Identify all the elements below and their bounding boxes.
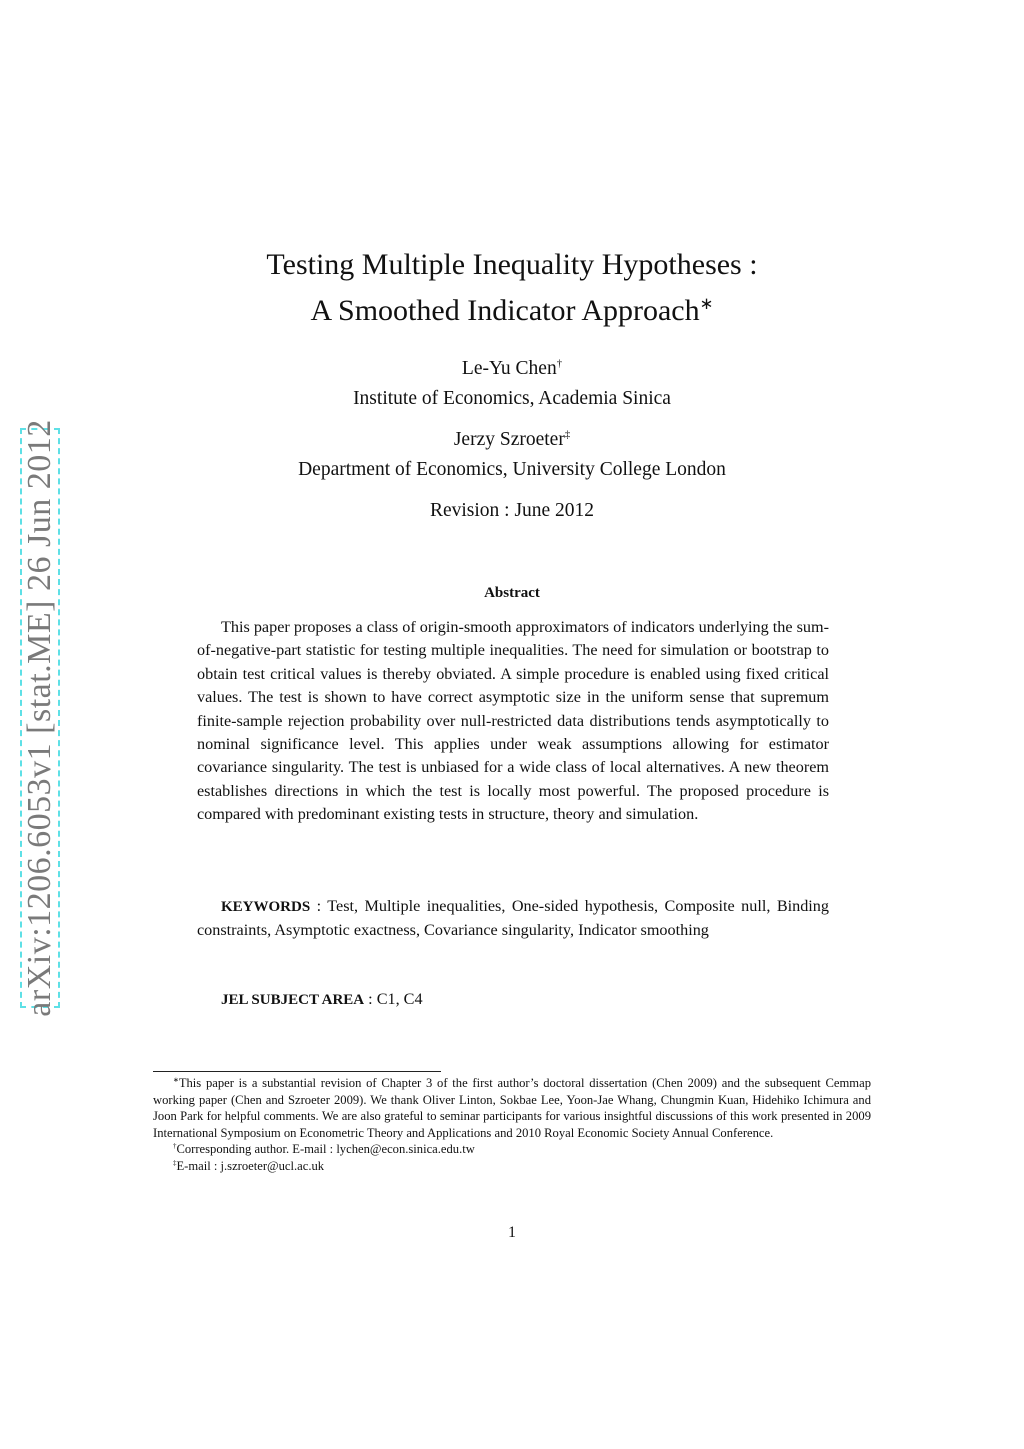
page-number: 1 — [508, 1224, 516, 1241]
footnote-corresponding-author — [153, 1141, 871, 1158]
keywords-paragraph — [197, 895, 829, 943]
footnote-title — [153, 1075, 871, 1141]
author-2-affiliation: Department of Economics, University College London — [298, 459, 726, 480]
revision-date: Revision : June 2012 — [429, 500, 595, 521]
footnote-second-author-email — [153, 1158, 871, 1175]
footnote-author-2-text: E-mail : j.szroeter@ucl.ac.uk — [176, 1158, 325, 1173]
title-footnote-mark: ∗ — [699, 294, 714, 313]
footnote-separator — [153, 1071, 441, 1072]
jel-label: JEL SUBJECT AREA — [221, 992, 365, 1008]
footnote-author-2-mark: ‡ — [173, 1159, 177, 1167]
abstract-body: This paper proposes a class of origin-smooth approximators of indicators underlying the sum-of-negative-part statistic for testing multiple inequalities. The need for simulation or bootstrap to obtain test critical values is thereby obviated. A simple procedure is enabled using fixed critical values. The test is shown to have correct asymptotic size in the uniform sense that supremum finite-sample rejection probability over null-restricted data distributions tends asymptotically to nominal significance level. This applies under weak assumptions allowing for estimator covariance singularity. The test is unbiased for a wide class of local alternatives. A new theorem establishes directions in which the test is locally most powerful. The proposed procedure is compared with predominant existing tests in structure, theory and simulation. — [197, 618, 829, 824]
author-1-name: Le-Yu Chen — [461, 358, 557, 379]
author-1-affiliation: Institute of Economics, Academia Sinica — [353, 388, 671, 409]
keywords-text: : Test, Multiple inequalities, One-sided hypothesis, Composite null, Binding constraints, Asymptotic exactness, Covariance singularity, Indicator smoothing — [197, 897, 829, 940]
paper-title-line-2 — [0, 288, 1024, 334]
author-2-name-line — [0, 427, 1024, 453]
footnote-author-1-text: Corresponding author. E-mail : lychen@econ.sinica.edu.tw — [176, 1142, 475, 1157]
footnotes — [153, 1075, 871, 1175]
jel-subject-area — [221, 988, 423, 1012]
arxiv-identifier-stamp: arXiv:1206.6053v1 [stat.ME] 26 Jun 2012 — [21, 419, 58, 1017]
author-2-footnote-mark: ‡ — [564, 428, 571, 441]
footnote-title-text: This paper is a substantial revision of Chapter 3 of the first author’s doctoral dissertation (Chen 2009) and the subsequent Cemmap working paper (Chen and Szroeter 2009). We thank Oliver Linton, Sokbae Lee, Yoon-Jae Whang, Chungmin Kuan, Hidehiko Ichimura and Joon Park for helpful comments. We are also grateful to seminar participants for various insightful discussions of this work presented in 2009 International Symposium on Econometric Theory and Applications and 2010 Royal Economic Society Annual Conference. — [153, 1076, 871, 1140]
paper-title-line-1: Testing Multiple Inequality Hypotheses : — [266, 248, 758, 281]
paper-title-line-2-text: A Smoothed Indicator Approach — [310, 294, 700, 327]
jel-text: : C1, C4 — [364, 990, 423, 1008]
footnote-title-mark: ∗ — [173, 1076, 179, 1084]
author-1-footnote-mark: † — [556, 357, 563, 370]
footnote-author-1-mark: † — [173, 1143, 177, 1151]
author-1-name-line — [0, 356, 1024, 382]
keywords-label: KEYWORDS — [221, 899, 311, 915]
author-2-name: Jerzy Szroeter — [453, 429, 565, 450]
abstract-heading: Abstract — [484, 585, 540, 601]
